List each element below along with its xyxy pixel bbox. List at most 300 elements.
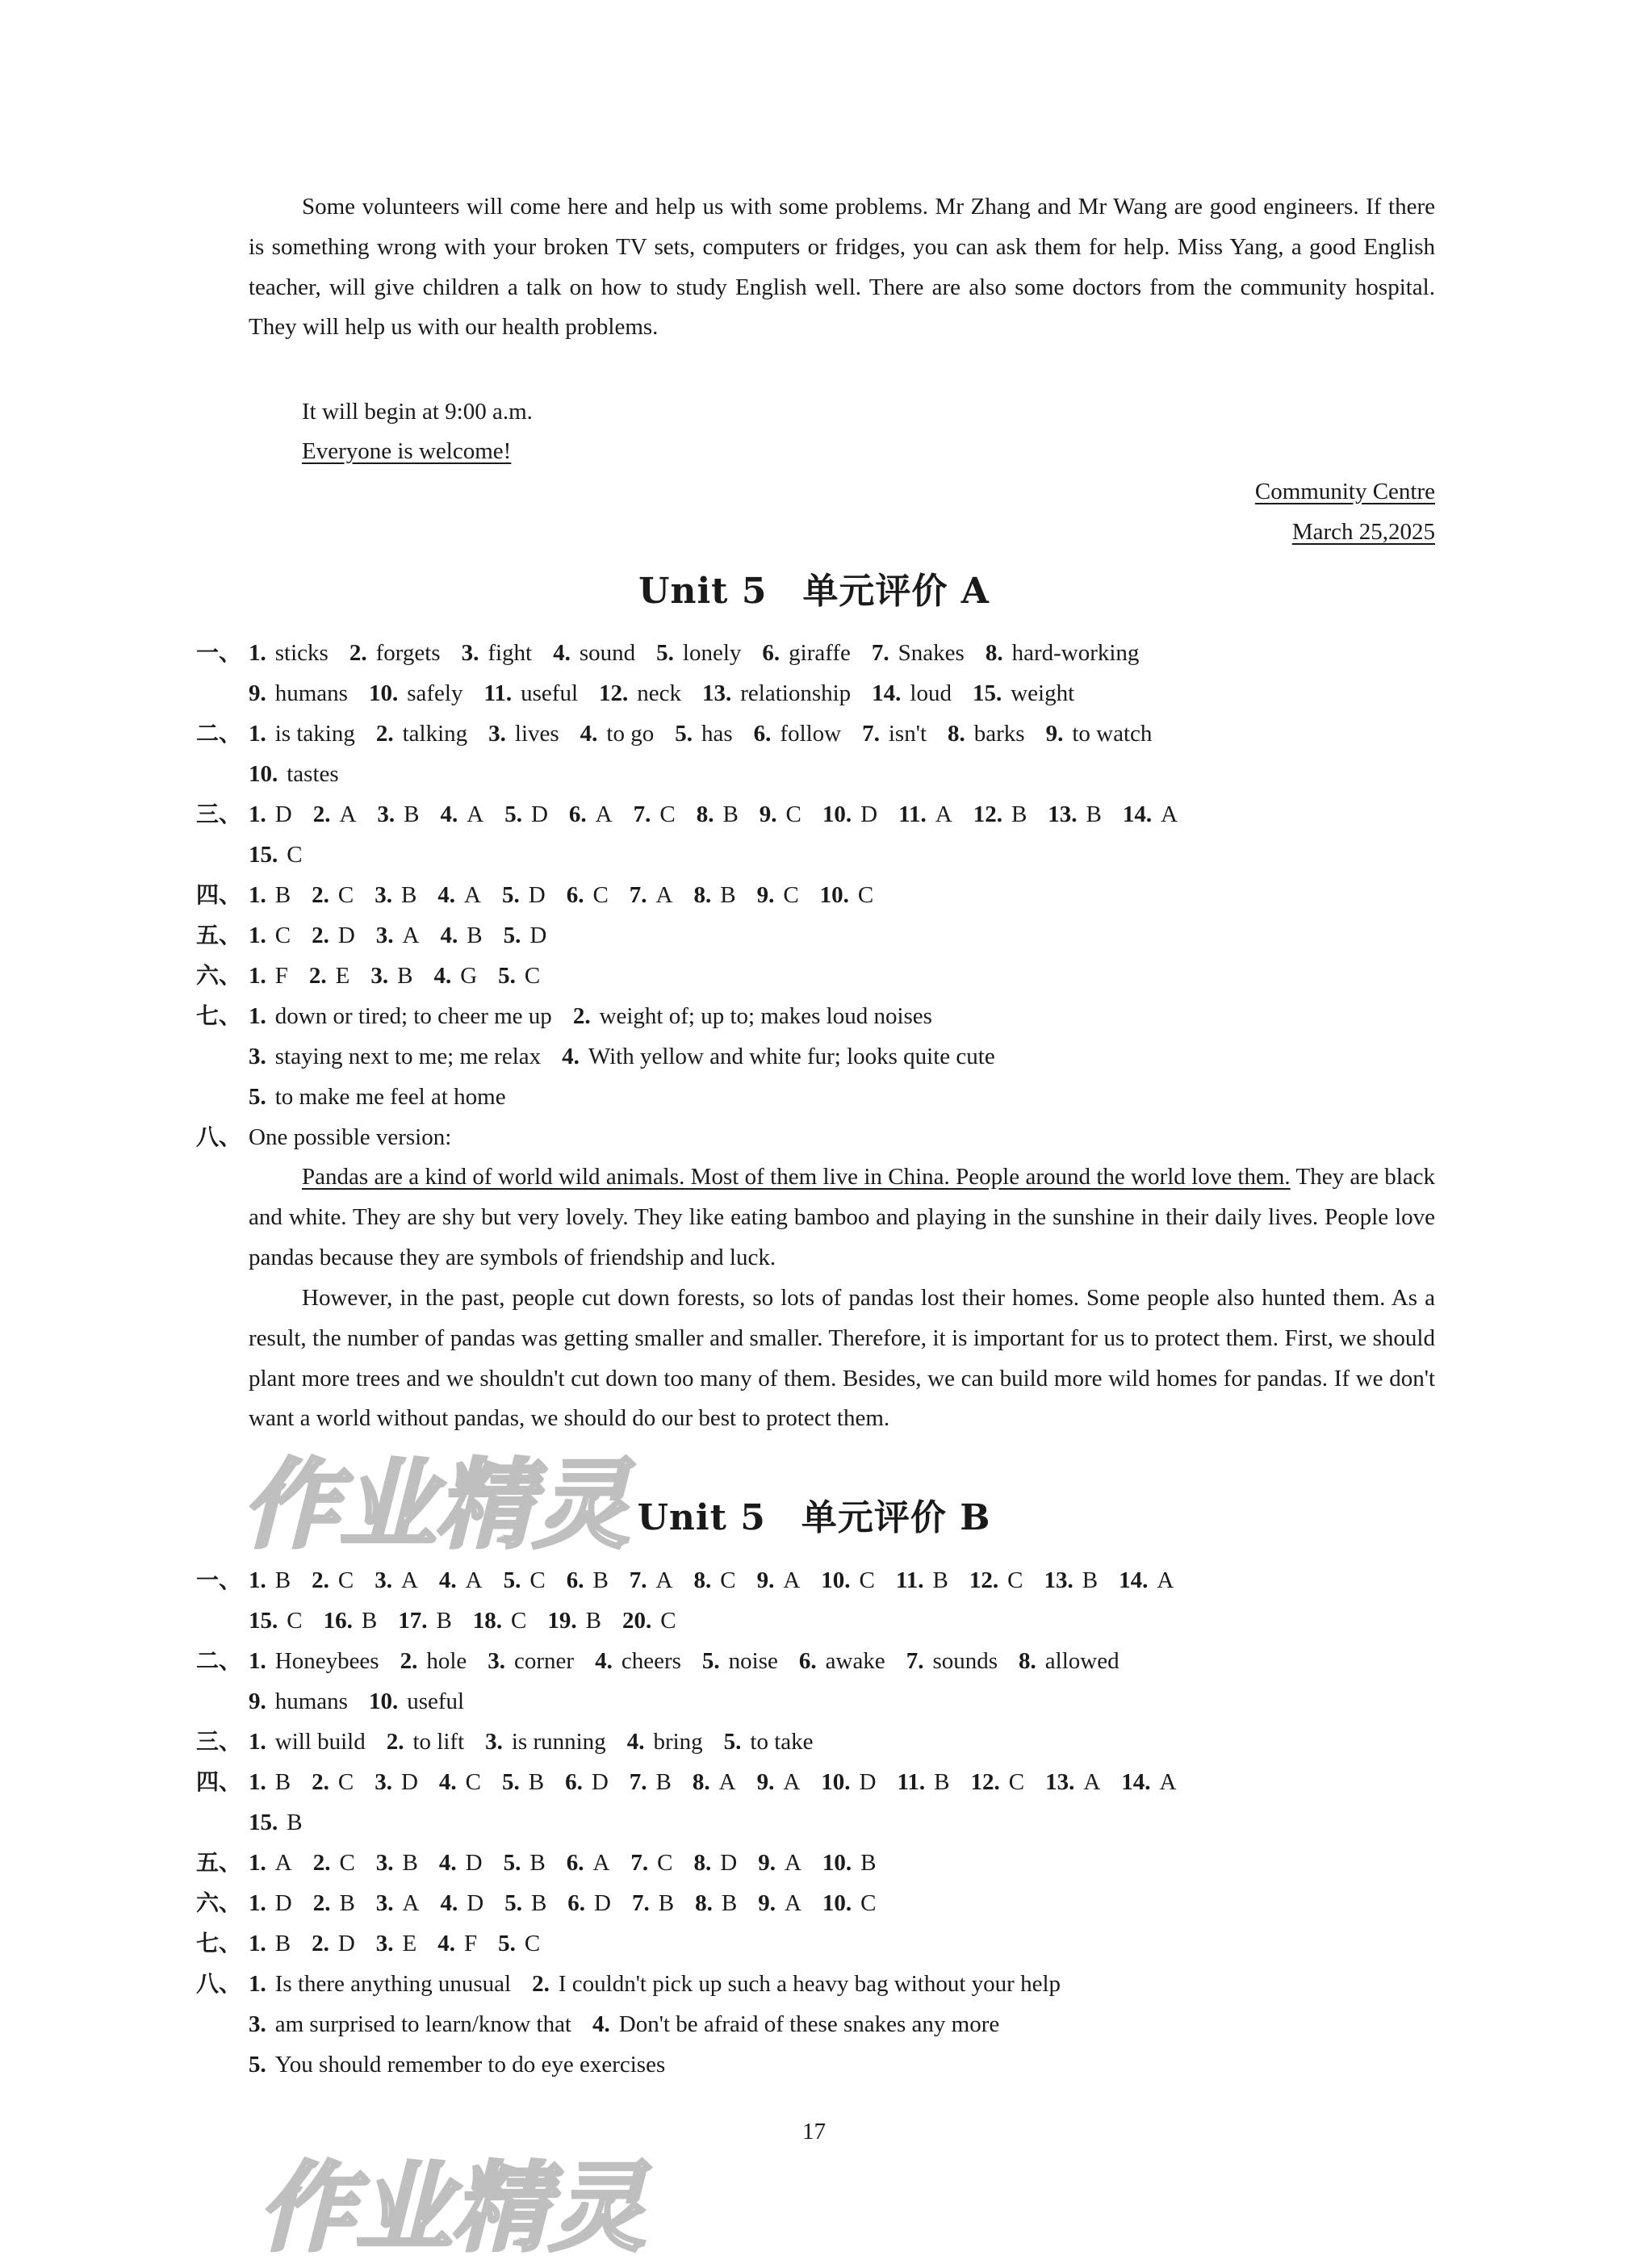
answer-text: allowed bbox=[1044, 1648, 1120, 1674]
answer-item bbox=[622, 1608, 676, 1634]
answer-number: 10. bbox=[821, 1567, 851, 1593]
answer-text: awake bbox=[825, 1648, 885, 1674]
answer-text: is running bbox=[511, 1729, 606, 1755]
answer-text: B bbox=[361, 1608, 378, 1634]
answer-item bbox=[973, 801, 1027, 827]
answer-item bbox=[656, 640, 741, 666]
answer-number: 14. bbox=[1121, 1769, 1151, 1795]
answer-text: D bbox=[337, 923, 355, 948]
answer-item bbox=[249, 721, 355, 747]
answer-text: A bbox=[655, 1567, 673, 1593]
answer-number: 2. bbox=[312, 1769, 329, 1795]
answer-number: 9. bbox=[756, 1567, 775, 1593]
unit-b-sec1-label: 一、 bbox=[196, 1567, 242, 1593]
answer-item bbox=[324, 1608, 378, 1634]
unit-b-title-cn: 单元评价 B bbox=[801, 1497, 991, 1538]
answer-item bbox=[822, 801, 877, 827]
answer-text: C bbox=[337, 1567, 354, 1593]
answer-item bbox=[595, 1648, 681, 1674]
essay-paragraph-1 bbox=[249, 1157, 1435, 1278]
answer-text: B bbox=[1082, 1567, 1099, 1593]
answer-text: B bbox=[274, 882, 291, 908]
answer-item bbox=[627, 1729, 703, 1755]
answer-number: 15. bbox=[972, 680, 1002, 706]
unit-a-sec6-label: 六、 bbox=[196, 962, 242, 989]
answer-number: 7. bbox=[633, 801, 651, 827]
answer-number: 5. bbox=[249, 2052, 266, 2078]
unit-b-sec5-row1 bbox=[249, 1848, 897, 1877]
answer-text: has bbox=[701, 721, 733, 747]
unit-a-sec2-row2 bbox=[249, 759, 360, 789]
answer-text: A bbox=[402, 1890, 420, 1916]
answer-text: tastes bbox=[287, 761, 339, 787]
answer-item bbox=[695, 1890, 737, 1916]
answer-number: 13. bbox=[1045, 1769, 1075, 1795]
answer-item bbox=[760, 801, 801, 827]
answer-number: 4. bbox=[438, 1850, 457, 1876]
answer-text: C bbox=[511, 1608, 527, 1634]
answer-text: B bbox=[402, 1850, 418, 1876]
answer-item bbox=[724, 1729, 814, 1755]
answer-text: sticks bbox=[274, 640, 329, 666]
answer-text: C bbox=[287, 842, 303, 868]
answer-item bbox=[249, 923, 291, 948]
answer-item bbox=[375, 882, 416, 908]
unit-b-title bbox=[0, 1496, 1628, 1541]
answer-number: 3. bbox=[461, 640, 479, 666]
answer-number: 4. bbox=[440, 801, 458, 827]
answer-item bbox=[569, 801, 613, 827]
answer-text: B bbox=[1086, 801, 1102, 827]
answer-number: 1. bbox=[249, 801, 266, 827]
answer-item bbox=[1119, 1567, 1174, 1593]
answer-number: 2. bbox=[386, 1729, 404, 1755]
answer-item bbox=[504, 1850, 546, 1876]
answer-number: 15. bbox=[249, 842, 278, 868]
answer-text: lonely bbox=[682, 640, 742, 666]
answer-number: 11. bbox=[897, 1769, 926, 1795]
essay-p1-underlined: Pandas are a kind of world wild animals. Most of them live in China. People around the world love them. bbox=[302, 1164, 1291, 1190]
answer-item bbox=[249, 1931, 291, 1956]
answer-text: A bbox=[1161, 801, 1178, 827]
answer-number: 1. bbox=[249, 923, 266, 948]
answer-number: 9. bbox=[756, 882, 775, 908]
answer-number: 5. bbox=[675, 721, 693, 747]
answer-item bbox=[693, 1850, 737, 1876]
answer-number: 5. bbox=[498, 963, 516, 989]
answer-text: Don't be afraid of these snakes any more bbox=[618, 2011, 1000, 2037]
answer-number: 2. bbox=[532, 1971, 550, 1997]
answer-number: 1. bbox=[249, 1850, 266, 1876]
answer-item bbox=[532, 1971, 1061, 1997]
unit-a-sec1-row1 bbox=[249, 638, 1160, 667]
answer-item bbox=[986, 640, 1140, 666]
answer-item bbox=[872, 640, 965, 666]
answer-item bbox=[630, 1769, 672, 1795]
answer-text: noise bbox=[728, 1648, 778, 1674]
unit-b-sec8-label: 八、 bbox=[196, 1970, 242, 1997]
answer-text: A bbox=[1157, 1567, 1174, 1593]
answer-item bbox=[498, 1931, 540, 1956]
answer-text: D bbox=[530, 801, 548, 827]
answer-text: safely bbox=[407, 680, 463, 706]
unit-b-sec6-label: 六、 bbox=[196, 1889, 242, 1916]
answer-number: 7. bbox=[906, 1648, 924, 1674]
answer-number: 7. bbox=[630, 1850, 649, 1876]
answer-number: 2. bbox=[312, 882, 329, 908]
answer-item bbox=[433, 963, 477, 989]
unit-a-sec1-label: 一、 bbox=[196, 639, 242, 666]
answer-item bbox=[375, 1769, 418, 1795]
answer-text: hard-working bbox=[1011, 640, 1140, 666]
answer-number: 3. bbox=[485, 1729, 503, 1755]
answer-number: 2. bbox=[312, 801, 331, 827]
unit-b-sec4-row1 bbox=[249, 1768, 1197, 1797]
answer-number: 9. bbox=[758, 1890, 776, 1916]
answer-item bbox=[675, 721, 732, 747]
answer-number: 8. bbox=[693, 1567, 712, 1593]
answer-item bbox=[553, 640, 635, 666]
answer-text: Honeybees bbox=[274, 1648, 379, 1674]
answer-number: 5. bbox=[501, 1769, 520, 1795]
answer-number: 15. bbox=[249, 1608, 278, 1634]
answer-text: Is there anything unusual bbox=[274, 1971, 512, 1997]
answer-item bbox=[249, 1890, 292, 1916]
answer-text: B bbox=[529, 1850, 546, 1876]
answer-item bbox=[758, 1850, 801, 1876]
answer-number: 7. bbox=[629, 882, 647, 908]
answer-text: will build bbox=[274, 1729, 366, 1755]
answer-number: 5. bbox=[249, 1084, 266, 1110]
unit-b-sec3-label: 三、 bbox=[196, 1728, 242, 1755]
answer-item bbox=[562, 1044, 995, 1069]
answer-item bbox=[969, 1567, 1023, 1593]
answer-number: 10. bbox=[819, 882, 849, 908]
answer-number: 8. bbox=[693, 882, 712, 908]
answer-item bbox=[485, 1729, 606, 1755]
answer-number: 9. bbox=[1045, 721, 1064, 747]
answer-item bbox=[1121, 1769, 1176, 1795]
answer-text: C bbox=[524, 1931, 541, 1956]
answer-text: B bbox=[722, 801, 739, 827]
answer-text: to take bbox=[750, 1729, 814, 1755]
answer-text: A bbox=[465, 1567, 483, 1593]
answer-number: 2. bbox=[308, 963, 327, 989]
answer-text: C bbox=[859, 1567, 875, 1593]
answer-number: 3. bbox=[488, 721, 506, 747]
answer-text: D bbox=[591, 1769, 609, 1795]
answer-item bbox=[504, 801, 548, 827]
answer-number: 3. bbox=[375, 1769, 392, 1795]
answer-number: 3. bbox=[488, 1648, 506, 1674]
answer-text: B bbox=[400, 882, 417, 908]
answer-number: 6. bbox=[568, 801, 587, 827]
answer-item bbox=[249, 1971, 511, 1997]
answer-item bbox=[249, 1688, 348, 1714]
answer-item bbox=[567, 1850, 610, 1876]
answer-text: B bbox=[287, 1810, 303, 1835]
answer-number: 10. bbox=[821, 1769, 851, 1795]
answer-text: A bbox=[339, 801, 357, 827]
answer-item bbox=[439, 1567, 483, 1593]
watermark-bottom bbox=[250, 2143, 670, 2264]
answer-item bbox=[437, 1931, 477, 1956]
answer-number: 4. bbox=[437, 882, 456, 908]
answer-item bbox=[377, 801, 419, 827]
unit-a-title bbox=[0, 569, 1628, 614]
answer-text: is taking bbox=[274, 721, 355, 747]
answer-text: B bbox=[274, 1931, 291, 1956]
answer-text: C bbox=[1007, 1567, 1023, 1593]
unit-a-sec2-row1 bbox=[249, 719, 1173, 748]
answer-text: C bbox=[657, 1850, 673, 1876]
answer-item bbox=[441, 1890, 484, 1916]
answer-item bbox=[376, 1890, 420, 1916]
answer-number: 5. bbox=[504, 801, 522, 827]
answer-text: B bbox=[528, 1769, 545, 1795]
answer-number: 2. bbox=[312, 1890, 331, 1916]
answer-number: 2. bbox=[572, 1003, 591, 1029]
answer-item bbox=[757, 1769, 801, 1795]
answer-item bbox=[249, 640, 329, 666]
answer-text: D bbox=[859, 1769, 877, 1795]
answer-text: A bbox=[783, 1769, 801, 1795]
answer-text: D bbox=[465, 1850, 483, 1876]
answer-item bbox=[249, 680, 348, 706]
answer-number: 2. bbox=[312, 1567, 329, 1593]
answer-number: 4. bbox=[440, 1890, 458, 1916]
answer-number: 2. bbox=[312, 1850, 331, 1876]
answer-item bbox=[1045, 1769, 1100, 1795]
answer-item bbox=[249, 761, 339, 787]
answer-text: follow bbox=[780, 721, 842, 747]
answer-item bbox=[441, 801, 484, 827]
unit-a-sec5-label: 五、 bbox=[196, 922, 242, 948]
answer-text: C bbox=[337, 882, 354, 908]
answer-text: relationship bbox=[740, 680, 852, 706]
answer-number: 1. bbox=[249, 963, 266, 989]
answer-number: 6. bbox=[565, 1769, 583, 1795]
answer-text: B bbox=[1011, 801, 1027, 827]
answer-item bbox=[762, 640, 851, 666]
answer-text: B bbox=[339, 1890, 355, 1916]
answer-item bbox=[376, 1850, 418, 1876]
answer-text: sounds bbox=[932, 1648, 998, 1674]
answer-item bbox=[249, 963, 288, 989]
answer-number: 11. bbox=[895, 1567, 924, 1593]
answer-item bbox=[369, 680, 463, 706]
answer-text: B bbox=[934, 1769, 950, 1795]
answer-number: 9. bbox=[758, 1850, 776, 1876]
answer-number: 4. bbox=[433, 963, 452, 989]
answer-number: 13. bbox=[702, 680, 732, 706]
answer-item bbox=[462, 640, 533, 666]
answer-text: C bbox=[274, 923, 291, 948]
answer-item bbox=[822, 1890, 877, 1916]
answer-number: 6. bbox=[566, 1850, 584, 1876]
notice-date: March 25,2025 bbox=[1291, 519, 1435, 545]
answer-text: cheers bbox=[621, 1648, 681, 1674]
answer-item bbox=[973, 680, 1074, 706]
answer-number: 2. bbox=[312, 923, 329, 948]
answer-text: B bbox=[655, 1769, 672, 1795]
answer-number: 3. bbox=[375, 923, 394, 948]
answer-text: barks bbox=[973, 721, 1025, 747]
answer-text: C bbox=[529, 1567, 546, 1593]
answer-item bbox=[754, 721, 841, 747]
answer-item bbox=[758, 1890, 801, 1916]
unit-a-title-unit: Unit 5 bbox=[638, 571, 768, 612]
answer-text: staying next to me; me relax bbox=[274, 1044, 542, 1069]
answer-text: D bbox=[467, 1890, 484, 1916]
answer-item bbox=[693, 882, 735, 908]
answer-item bbox=[567, 1567, 609, 1593]
answer-number: 1. bbox=[249, 1648, 266, 1674]
unit-b-sec8-row1 bbox=[249, 1969, 1082, 1998]
answer-item bbox=[400, 1648, 467, 1674]
unit-b-sec5-label: 五、 bbox=[196, 1849, 242, 1876]
answer-number: 12. bbox=[973, 801, 1002, 827]
unit-b-sec7-row1 bbox=[249, 1929, 561, 1958]
answer-number: 2. bbox=[349, 640, 367, 666]
answer-item bbox=[249, 2052, 665, 2078]
answer-text: C bbox=[659, 801, 676, 827]
answer-item bbox=[1046, 721, 1153, 747]
answer-number: 3. bbox=[375, 1931, 394, 1956]
answer-number: 13. bbox=[1048, 801, 1078, 827]
answer-item bbox=[757, 882, 799, 908]
answer-text: C bbox=[1008, 1769, 1025, 1795]
answer-text: I couldn't pick up such a heavy bag without your help bbox=[558, 1971, 1061, 1997]
answer-item bbox=[483, 680, 578, 706]
answer-text: A bbox=[1083, 1769, 1101, 1795]
answer-text: D bbox=[860, 801, 878, 827]
answer-item bbox=[630, 1850, 672, 1876]
answer-text: D bbox=[528, 882, 546, 908]
notice-begin-time: It will begin at 9:00 a.m. bbox=[302, 399, 533, 425]
answer-item bbox=[349, 640, 441, 666]
answer-number: 4. bbox=[626, 1729, 645, 1755]
answer-text: B bbox=[585, 1608, 601, 1634]
answer-number: 19. bbox=[547, 1608, 577, 1634]
answer-item bbox=[488, 1648, 574, 1674]
answer-number: 7. bbox=[632, 1890, 650, 1916]
unit-a-sec7-row1 bbox=[249, 1002, 953, 1031]
unit-a-sec7-row2 bbox=[249, 1042, 1016, 1071]
answer-item bbox=[799, 1648, 885, 1674]
answer-text: bring bbox=[653, 1729, 703, 1755]
unit-b-sec2-row2 bbox=[249, 1687, 485, 1716]
answer-item bbox=[249, 1608, 303, 1634]
answer-item bbox=[369, 1688, 464, 1714]
answer-text: C bbox=[592, 882, 609, 908]
answer-item bbox=[249, 1003, 552, 1029]
answer-item bbox=[249, 801, 292, 827]
answer-number: 10. bbox=[368, 1688, 399, 1714]
answer-item bbox=[632, 1890, 674, 1916]
answer-number: 10. bbox=[822, 801, 852, 827]
answer-number: 13. bbox=[1044, 1567, 1073, 1593]
unit-b-sec3-row1 bbox=[249, 1727, 835, 1756]
answer-text: B bbox=[274, 1567, 291, 1593]
answer-number: 4. bbox=[438, 1769, 457, 1795]
answer-number: 5. bbox=[501, 882, 520, 908]
answer-text: A bbox=[467, 801, 484, 827]
notice-welcome: Everyone is welcome! bbox=[302, 438, 512, 464]
answer-text: B bbox=[404, 801, 420, 827]
answer-number: 3. bbox=[375, 1567, 392, 1593]
answer-number: 3. bbox=[370, 963, 389, 989]
answer-item bbox=[313, 1850, 355, 1876]
answer-number: 8. bbox=[1019, 1648, 1036, 1674]
answer-item bbox=[1048, 801, 1102, 827]
answer-item bbox=[862, 721, 927, 747]
answer-text: weight of; up to; makes loud noises bbox=[599, 1003, 932, 1029]
unit-a-sec2-label: 二、 bbox=[196, 720, 242, 747]
unit-a-sec7-row3 bbox=[249, 1082, 527, 1111]
answer-item bbox=[970, 1769, 1024, 1795]
answer-number: 5. bbox=[503, 923, 521, 948]
unit-a-sec8-intro: One possible version: bbox=[249, 1124, 452, 1150]
unit-a-sec3-row1 bbox=[249, 800, 1199, 829]
answer-number: 2. bbox=[375, 721, 394, 747]
unit-a-sec7-label: 七、 bbox=[196, 1002, 242, 1029]
answer-number: 8. bbox=[948, 721, 965, 747]
notice-signature: Community Centre bbox=[1254, 479, 1435, 504]
answer-number: 6. bbox=[567, 1890, 586, 1916]
answer-number: 9. bbox=[249, 1688, 266, 1714]
answer-number: 3. bbox=[375, 1850, 394, 1876]
answer-text: B bbox=[592, 1567, 609, 1593]
answer-number: 4. bbox=[438, 1567, 457, 1593]
answer-item bbox=[249, 1769, 291, 1795]
answer-number: 12. bbox=[969, 1567, 999, 1593]
answer-item bbox=[565, 1769, 609, 1795]
answer-number: 1. bbox=[249, 1729, 266, 1755]
answer-text: E bbox=[335, 963, 350, 989]
answer-number: 4. bbox=[440, 923, 458, 948]
unit-b-sec7-label: 七、 bbox=[196, 1930, 242, 1956]
answer-number: 1. bbox=[249, 640, 266, 666]
answer-number: 8. bbox=[696, 801, 714, 827]
answer-item bbox=[249, 1044, 541, 1069]
answer-number: 8. bbox=[695, 1890, 713, 1916]
answer-text: A bbox=[935, 801, 952, 827]
answer-text: C bbox=[524, 963, 541, 989]
answer-item bbox=[821, 1769, 876, 1795]
answer-item bbox=[948, 721, 1025, 747]
answer-number: 3. bbox=[375, 882, 392, 908]
answer-item bbox=[249, 1729, 366, 1755]
answer-number: 1. bbox=[249, 721, 266, 747]
answer-text: forgets bbox=[375, 640, 441, 666]
unit-b-title-unit: Unit 5 bbox=[637, 1497, 766, 1538]
answer-text: useful bbox=[407, 1688, 465, 1714]
answer-item bbox=[567, 1890, 611, 1916]
answer-text: B bbox=[274, 1769, 291, 1795]
answer-number: 1. bbox=[249, 1003, 266, 1029]
answer-text: useful bbox=[521, 680, 578, 706]
answer-text: giraffe bbox=[789, 640, 851, 666]
unit-b-sec6-row1 bbox=[249, 1889, 897, 1918]
answer-text: C bbox=[860, 1890, 877, 1916]
unit-a-sec5-row1 bbox=[249, 921, 567, 950]
answer-number: 17. bbox=[398, 1608, 428, 1634]
answer-item bbox=[1019, 1648, 1120, 1674]
unit-b-sec8-row2 bbox=[249, 2010, 1020, 2039]
answer-item bbox=[488, 721, 559, 747]
answer-number: 1. bbox=[249, 1931, 266, 1956]
